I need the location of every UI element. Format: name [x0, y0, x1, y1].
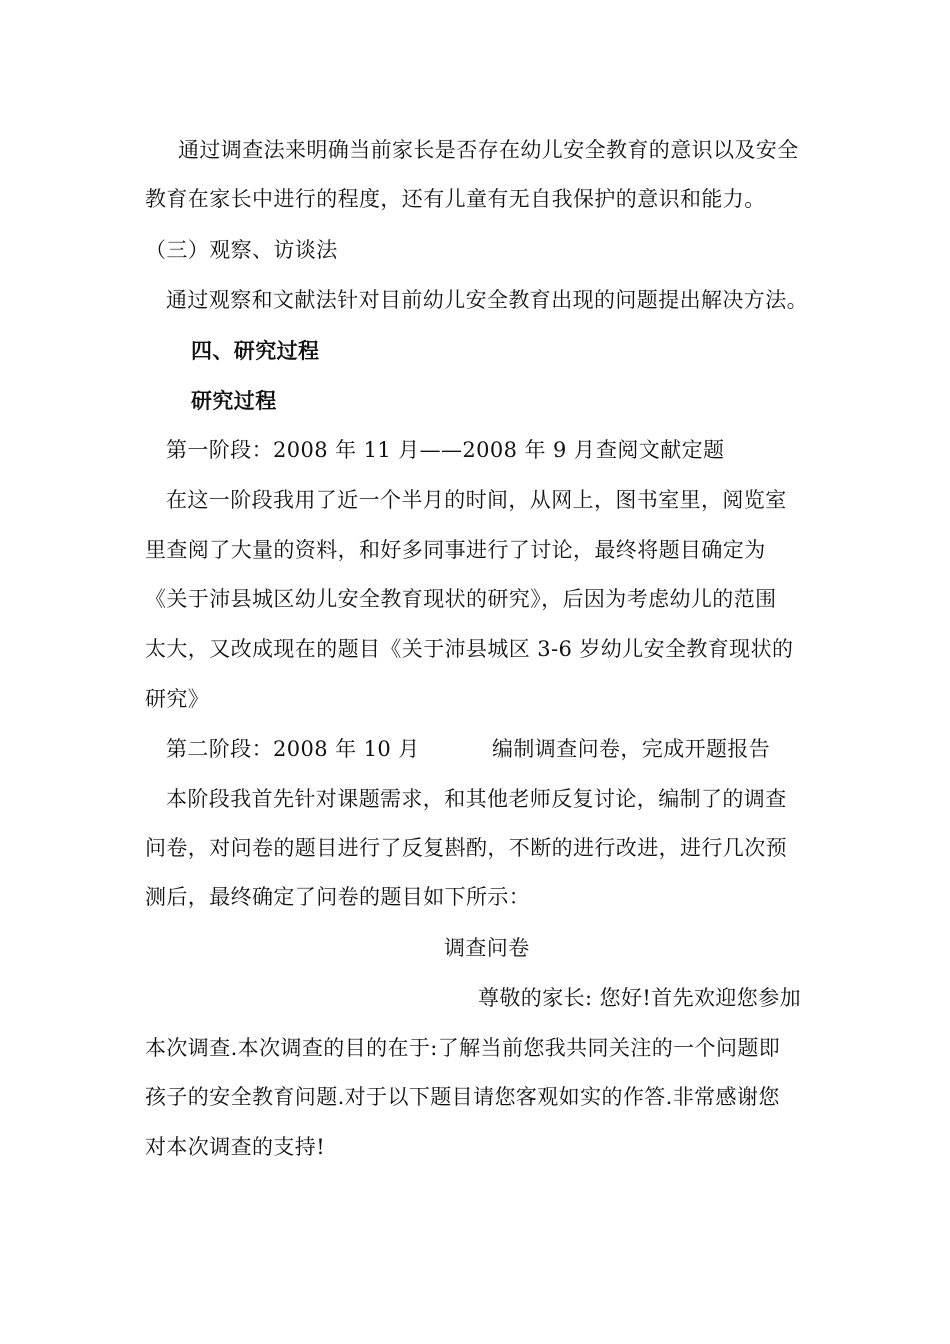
paragraph-line: 本阶段我首先针对课题需求，和其他老师反复讨论，编制了的调查 [166, 787, 787, 811]
paragraph-line: 问卷，对问卷的题目进行了反复斟酌，不断的进行改进，进行几次预 [145, 836, 787, 860]
paragraph-line: 太大，又改成现在的题目《关于沛县城区 3-6 岁幼儿安全教育现状的 [145, 637, 794, 661]
section-heading: （三）观察、访谈法 [145, 238, 338, 262]
paragraph-line: 研究》 [145, 687, 210, 711]
stage-task: 编制调查问卷，完成开题报告 [492, 737, 771, 761]
sub-heading: 研究过程 [191, 389, 277, 413]
paragraph-line: 在这一阶段我用了近一个半月的时间，从网上，图书室里，阅览室 [166, 488, 787, 512]
paragraph-line: 本次调查.本次调查的目的在于:了解当前您我共同关注的一个问题即 [145, 1036, 781, 1060]
survey-title: 调查问卷 [444, 936, 530, 960]
section-heading: 四、研究过程 [191, 339, 320, 363]
paragraph-line: 通过观察和文献法针对目前幼儿安全教育出现的问题提出解决方法。 [166, 288, 808, 312]
paragraph-line: 《关于沛县城区幼儿安全教育现状的研究》，后因为考虑幼儿的范围 [145, 587, 777, 611]
paragraph-line: 测后，最终确定了问卷的题目如下所示： [145, 885, 531, 909]
paragraph-line: 通过调查法来明确当前家长是否存在幼儿安全教育的意识以及安全 [178, 138, 799, 162]
greeting-line: 尊敬的家长: 您好!首先欢迎您参加 [478, 986, 801, 1010]
paragraph-line: 孩子的安全教育问题.对于以下题目请您客观如实的作答.非常感谢您 [145, 1085, 780, 1109]
stage-label: 第一阶段：2008 年 11 月——2008 年 9 月 [166, 438, 596, 462]
stage-task: 查阅文献定题 [596, 438, 725, 462]
paragraph-line: 对本次调查的支持! [145, 1135, 326, 1159]
paragraph-line: 里查阅了大量的资料，和好多同事进行了讨论，最终将题目确定为 [145, 538, 766, 562]
stage-label: 第二阶段：2008 年 10 月 [166, 737, 420, 761]
paragraph-line: 教育在家长中进行的程度，还有儿童有无自我保护的意识和能力。 [145, 187, 766, 211]
